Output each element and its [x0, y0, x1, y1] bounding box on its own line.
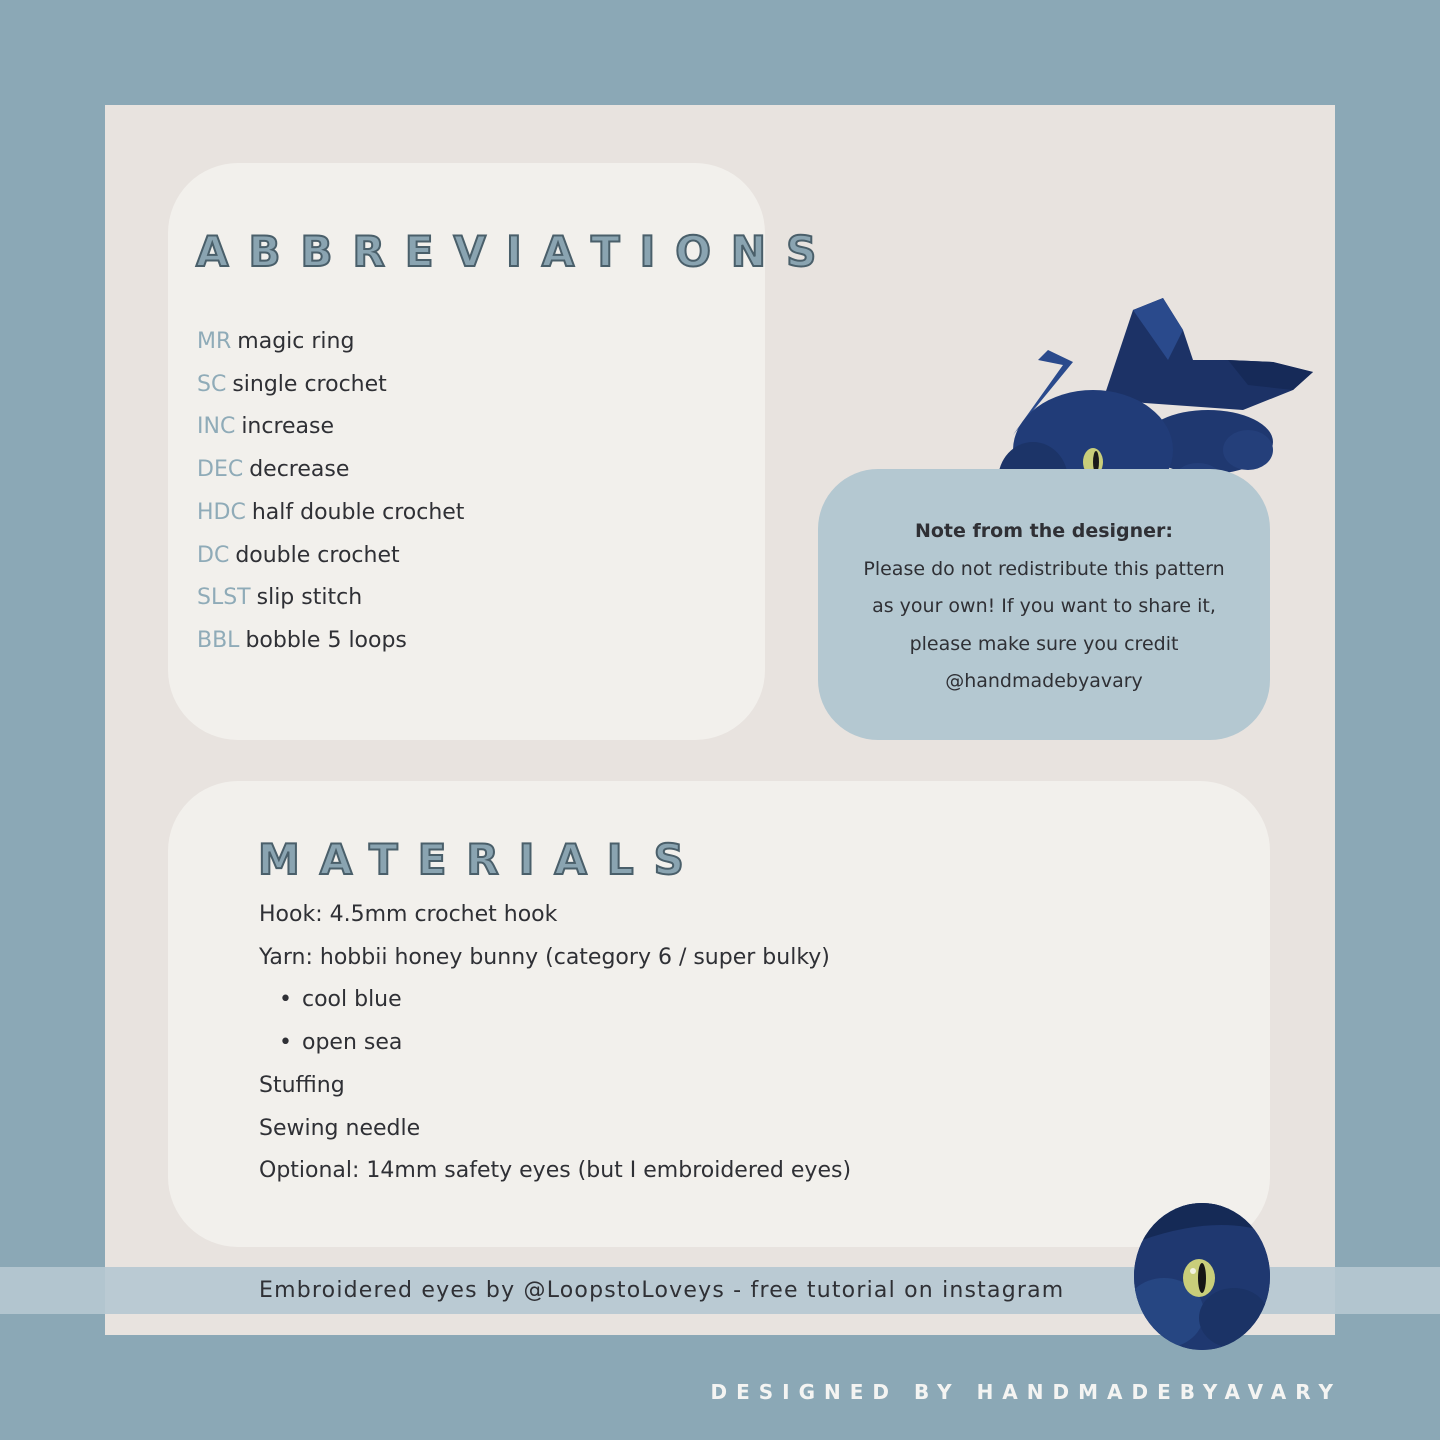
abbreviation-meaning: increase: [241, 414, 335, 440]
abbreviation-item: [197, 364, 464, 407]
note-title: Note from the designer:: [914, 520, 1174, 542]
abbreviation-meaning: magic ring: [237, 329, 355, 354]
abbreviation-meaning: decrease: [249, 457, 350, 483]
material-yarn: Yarn: hobbii honey bunny (category 6 / super bulky): [259, 944, 830, 970]
abbreviation-meaning: bobble 5 loops: [245, 627, 407, 653]
abbreviation-item: [197, 577, 464, 620]
abbreviation-item: [197, 406, 464, 449]
materials-card: [168, 781, 1270, 1247]
abbreviation-item: [197, 492, 464, 535]
abbreviation-item: [197, 449, 464, 492]
abbreviation-code: SC: [197, 371, 227, 397]
pattern-sheet: [105, 105, 1335, 1335]
abbreviations-card: [168, 163, 837, 740]
banner-text: Embroidered eyes by @LoopstoLoveys - free tutorial on instagram: [259, 1278, 1065, 1303]
abbreviations-heading: ABBREVIATIONS: [196, 227, 837, 276]
abbreviation-code: DC: [197, 542, 230, 568]
abbreviation-code: HDC: [197, 499, 246, 525]
material-needle: Sewing needle: [259, 1115, 421, 1141]
note-line: Please do not redistribute this pattern: [863, 557, 1225, 580]
material-stuffing: Stuffing: [259, 1072, 345, 1098]
abbreviation-meaning: slip stitch: [256, 585, 363, 611]
abbreviation-item: [197, 321, 464, 364]
embroidered-eye-photo: [1134, 1203, 1270, 1350]
abbreviation-meaning: double crochet: [235, 542, 400, 568]
material-hook: Hook: 4.5mm crochet hook: [259, 902, 558, 927]
abbreviation-code: SLST: [197, 585, 251, 611]
abbreviation-item: [197, 620, 464, 663]
note-credit: @handmadebyavary: [945, 670, 1143, 692]
yarn-color: • open sea: [259, 1022, 851, 1065]
abbreviation-meaning: half double crochet: [251, 499, 465, 525]
designer-note: [818, 469, 1270, 740]
note-line: as your own! If you want to share it,: [872, 595, 1216, 617]
designer-credit: DESIGNED BY HANDMADEBYAVARY: [710, 1380, 1342, 1404]
dragon-wing: [1103, 298, 1313, 410]
dragon-haunch: [1223, 430, 1273, 470]
abbreviations-list: [197, 321, 464, 663]
materials-list: [259, 894, 851, 1193]
materials-heading: MATERIALS: [258, 835, 704, 884]
abbreviation-item: [197, 535, 464, 578]
abbreviation-code: DEC: [197, 457, 244, 483]
abbreviation-code: INC: [197, 414, 236, 440]
abbreviation-code: BBL: [197, 627, 240, 653]
note-line: please make sure you credit: [909, 632, 1179, 655]
yarn-color: • cool blue: [259, 979, 851, 1022]
eye-closeup-icon: [1134, 1203, 1270, 1350]
abbreviation-meaning: single crochet: [232, 371, 387, 397]
abbreviation-code: MR: [197, 329, 232, 354]
material-optional: Optional: 14mm safety eyes (but I embroidered eyes): [259, 1158, 852, 1184]
